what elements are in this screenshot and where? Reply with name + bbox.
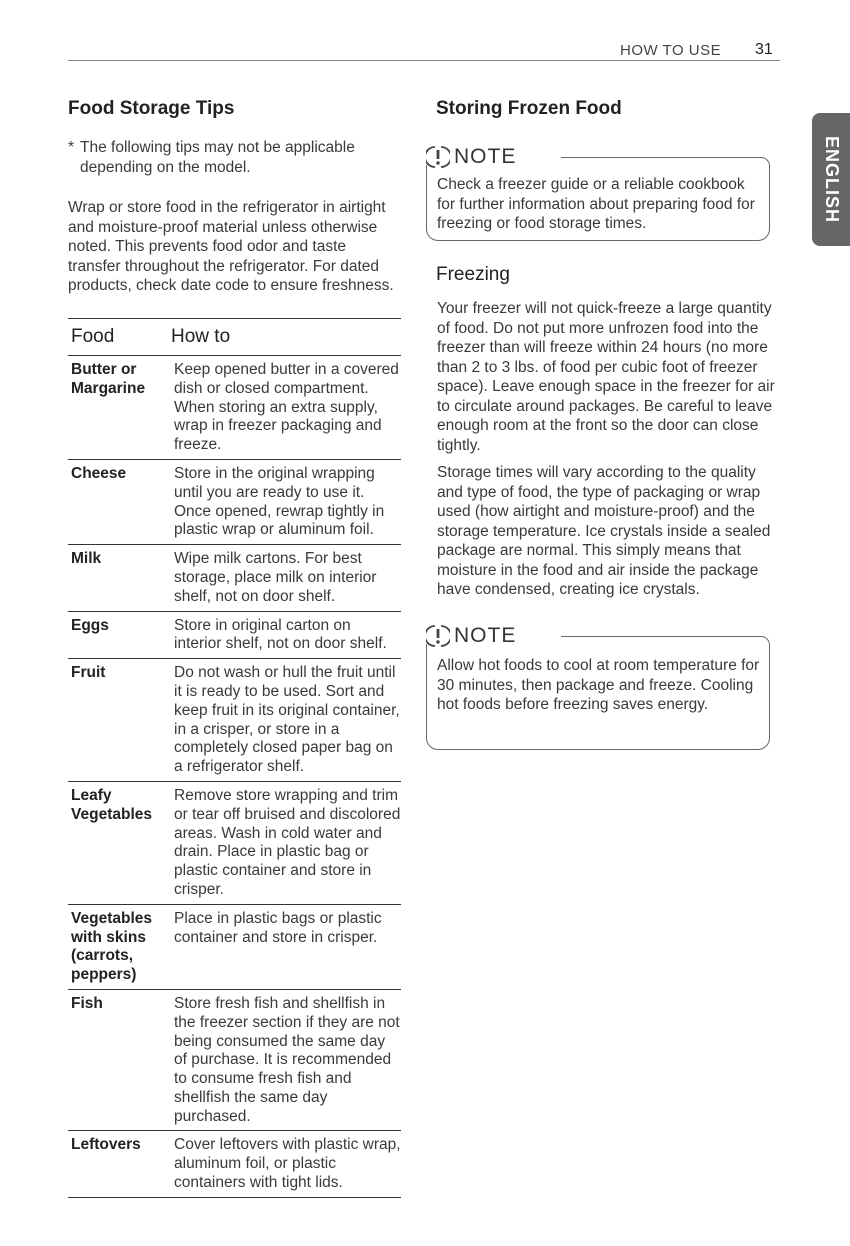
table-row bbox=[68, 1131, 401, 1197]
food-storage-table bbox=[68, 318, 401, 1198]
table-row bbox=[68, 356, 401, 460]
note-box-cooling bbox=[426, 622, 770, 750]
header-divider bbox=[68, 60, 780, 61]
table-header bbox=[68, 318, 401, 356]
storing-frozen-food-title: Storing Frozen Food bbox=[436, 98, 622, 119]
column-header-food: Food bbox=[71, 326, 115, 347]
note-text-cooling: Allow hot foods to cool at room temperature for 30 minutes, then package and freeze. Cooling hot foods before freezing saves energy. bbox=[437, 657, 760, 713]
row-food: Leafy Vegetables bbox=[71, 786, 152, 823]
freezing-paragraph-2: Storage times will vary according to the quality and type of food, the type of packaging or wrap used (how airtight and moisture-proof) and the storage temperature. Ice crystals inside a sealed package are normal. This simply means that moisture in the food and air inside the package have condensed, creating ice crystals. bbox=[437, 464, 771, 598]
exclamation-icon bbox=[426, 624, 450, 648]
row-food: Eggs bbox=[71, 616, 109, 634]
table-row bbox=[68, 545, 401, 611]
row-food: Leftovers bbox=[71, 1136, 141, 1154]
row-how-to: Store in original carton on interior shelf, not on door shelf. bbox=[174, 616, 387, 653]
note-top-rule bbox=[561, 157, 770, 166]
row-how-to: Keep opened butter in a covered dish or closed compartment. When storing an extra supply, wrap in freezer packaging and freeze. bbox=[174, 361, 399, 454]
column-header-how-to: How to bbox=[171, 326, 231, 347]
note-text-freezer-guide: Check a freezer guide or a reliable cookbook for further information about preparing food for freezing or food storage times. bbox=[437, 176, 755, 232]
page-number: 31 bbox=[755, 41, 773, 58]
model-applicability-note bbox=[68, 138, 388, 177]
table-row bbox=[68, 782, 401, 905]
food-storage-tips-title: Food Storage Tips bbox=[68, 98, 235, 119]
note-top-rule bbox=[561, 636, 770, 645]
row-food: Milk bbox=[71, 550, 102, 568]
row-how-to: Store in the original wrapping until you are ready to use it. Once opened, rewrap tightly in plastic wrap or aluminum foil. bbox=[174, 464, 385, 539]
row-food: Cheese bbox=[71, 464, 127, 482]
table-row bbox=[68, 612, 401, 660]
note-label: NOTE bbox=[454, 145, 517, 168]
table-row bbox=[68, 659, 401, 782]
note-header bbox=[426, 622, 770, 650]
row-food: Butter or Margarine bbox=[71, 361, 146, 397]
table-row bbox=[68, 460, 401, 545]
note-box-freezer-guide bbox=[426, 143, 770, 241]
row-how-to: Wipe milk cartons. For best storage, place milk on interior shelf, not on door shelf. bbox=[174, 550, 377, 605]
model-applicability-text: The following tips may not be applicable depending on the model. bbox=[80, 139, 355, 176]
row-how-to: Do not wash or hull the fruit until it is ready to be used. Sort and keep fruit in its original container, in a crisper, or store in a completely closed paper bag on a refrigerator shelf. bbox=[174, 664, 400, 776]
row-how-to: Cover leftovers with plastic wrap, aluminum foil, or plastic containers with tight lids. bbox=[174, 1136, 401, 1192]
header-section-title: HOW TO USE bbox=[620, 42, 722, 59]
language-tab bbox=[812, 113, 850, 246]
freezing-heading: Freezing bbox=[436, 264, 510, 285]
row-food: Fruit bbox=[71, 664, 106, 682]
row-how-to: Place in plastic bags or plastic container and store in crisper. bbox=[174, 909, 382, 946]
intro-paragraph: Wrap or store food in the refrigerator in airtight and moisture-proof material unless otherwise noted. This prevents food odor and taste transfer throughout the refrigerator. For dated products, check date code to ensure freshness. bbox=[68, 199, 394, 294]
table-row bbox=[68, 905, 401, 990]
note-asterisk: * bbox=[68, 139, 75, 156]
row-food: Vegetables with skins (carrots, peppers) bbox=[71, 909, 152, 984]
table-row bbox=[68, 990, 401, 1132]
note-header bbox=[426, 143, 770, 171]
freezing-paragraph-1: Your freezer will not quick-freeze a large quantity of food. Do not put more unfrozen food into the freezer than will freeze within 24 hours (no more than 2 to 3 lbs. of food per cubic foot of freezer space). Leave enough space in the freezer for air to circulate around packages. Be careful to leave enough room at the front so the door can close tightly. bbox=[437, 300, 775, 454]
language-tab-label: ENGLISH bbox=[821, 135, 842, 224]
note-label: NOTE bbox=[454, 624, 517, 647]
row-food: Fish bbox=[71, 994, 103, 1012]
exclamation-icon bbox=[426, 145, 450, 169]
row-how-to: Store fresh fish and shellfish in the freezer section if they are not being consumed the same day of purchase. It is recommended to consume fresh fish and shellfish the same day purchased. bbox=[174, 994, 400, 1125]
row-how-to: Remove store wrapping and trim or tear off bruised and discolored areas. Wash in cold water and drain. Place in plastic bag or plastic container and store in crisper. bbox=[174, 786, 401, 898]
